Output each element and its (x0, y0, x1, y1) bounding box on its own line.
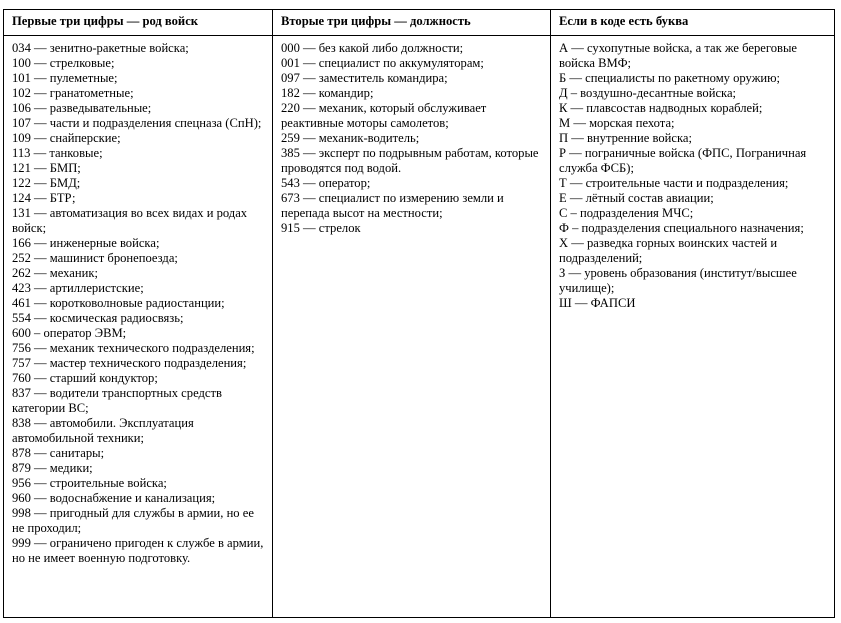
code-entry: Х — разведка горных воинских частей и подразделений; (559, 236, 778, 265)
code-entry: 998 — пригодный для службы в армии, но ее не проходил; (12, 506, 254, 535)
code-entry: Е — лётный состав авиации; (559, 191, 714, 205)
code-entry: 262 — механик; (12, 266, 98, 280)
code-entry: 122 — БМД; (12, 176, 81, 190)
code-entry: 124 — БТР; (12, 191, 76, 205)
code-entry: 001 — специалист по аккумуляторам; (281, 56, 484, 70)
code-entry: 915 — стрелок (281, 221, 361, 235)
code-entry: 960 — водоснабжение и канализация; (12, 491, 216, 505)
code-entry: 757 — мастер технического подразделения; (12, 356, 247, 370)
code-entry: 673 — специалист по измерению земли и перепада высот на местности; (281, 191, 504, 220)
body-row (4, 36, 835, 618)
code-entry: 879 — медики; (12, 461, 93, 475)
branch-codes-cell (4, 36, 273, 618)
code-entry: С – подразделения МЧС; (559, 206, 694, 220)
code-entry: 113 — танковые; (12, 146, 103, 160)
code-entry: 385 — эксперт по подрывным работам, которые проводятся под водой. (281, 146, 539, 175)
code-entry: 878 — санитары; (12, 446, 105, 460)
military-codes-table (3, 9, 835, 618)
code-entry: 000 — без какой либо должности; (281, 41, 464, 55)
code-entry: 956 — строительные войска; (12, 476, 167, 490)
code-entry: 461 — коротковолновые радиостанции; (12, 296, 225, 310)
code-entry: 252 — машинист бронепоезда; (12, 251, 178, 265)
code-entry: К — плавсостав надводных кораблей; (559, 101, 763, 115)
letter-codes-cell (551, 36, 835, 618)
position-codes-cell (273, 36, 551, 618)
code-entry: Ш — ФАПСИ (559, 296, 636, 310)
code-entry: 102 — гранатометные; (12, 86, 134, 100)
code-entry: 999 — ограничено пригоден к службе в армии, но не имеет военную подготовку. (12, 536, 264, 565)
code-entry: 182 — командир; (281, 86, 374, 100)
code-entry: 100 — стрелковые; (12, 56, 115, 70)
code-entry: Т — строительные части и подразделения; (559, 176, 789, 190)
code-entry: 423 — артиллеристские; (12, 281, 144, 295)
header-letter: Если в коде есть буква (551, 10, 835, 36)
code-entry: 600 – оператор ЭВМ; (12, 326, 127, 340)
code-entry: 760 — старший кондуктор; (12, 371, 158, 385)
code-entry: 109 — снайперские; (12, 131, 121, 145)
code-entry: 166 — инженерные войска; (12, 236, 160, 250)
code-entry: 554 — космическая радиосвязь; (12, 311, 184, 325)
code-entry: 106 — разведывательные; (12, 101, 152, 115)
code-entry: 543 — оператор; (281, 176, 371, 190)
header-row (4, 10, 835, 36)
code-entry: 097 — заместитель командира; (281, 71, 448, 85)
code-entry: 121 — БМП; (12, 161, 81, 175)
code-entry: М — морская пехота; (559, 116, 675, 130)
code-entry: Д – воздушно-десантные войска; (559, 86, 737, 100)
code-entry: 131 — автоматизация во всех видах и родах войск; (12, 206, 248, 235)
code-entry: Р — пограничные войска (ФПС, Пограничная служба ФСБ); (559, 146, 807, 175)
code-entry: 220 — механик, который обслуживает реактивные моторы самолетов; (281, 101, 487, 130)
code-entry: 756 — механик технического подразделения; (12, 341, 255, 355)
header-position: Вторые три цифры — должность (273, 10, 551, 36)
code-entry: П — внутренние войска; (559, 131, 692, 145)
header-branch: Первые три цифры — род войск (4, 10, 273, 36)
code-entry: З — уровень образования (институт/высшее училище); (559, 266, 797, 295)
code-entry: 101 — пулеметные; (12, 71, 118, 85)
code-entry: Б — специалисты по ракетному оружию; (559, 71, 781, 85)
code-entry: 034 — зенитно-ракетные войска; (12, 41, 189, 55)
code-entry: 259 — механик-водитель; (281, 131, 420, 145)
code-entry: А — сухопутные войска, а так же береговые войска ВМФ; (559, 41, 797, 70)
code-entry: 107 — части и подразделения спецназа (СпН); (12, 116, 262, 130)
code-entry: Ф – подразделения специального назначения; (559, 221, 804, 235)
code-entry: 838 — автомобили. Эксплуатация автомобильной техники; (12, 416, 194, 445)
code-entry: 837 — водители транспортных средств категории ВС; (12, 386, 222, 415)
